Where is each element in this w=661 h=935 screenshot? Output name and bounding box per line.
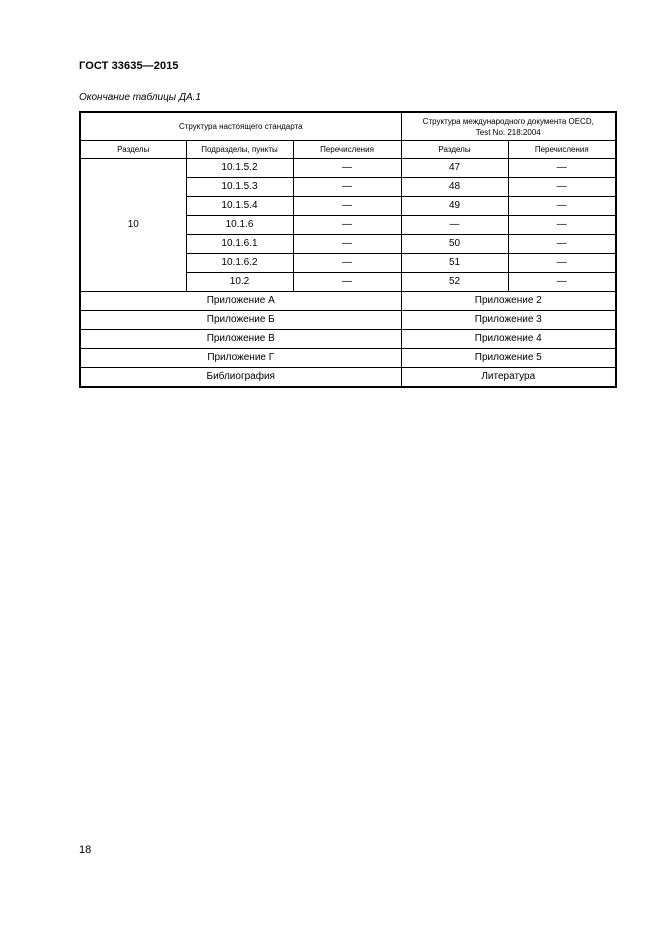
intl-section-cell: 51 [401, 254, 508, 273]
subsection-cell: 10.1.6.2 [186, 254, 293, 273]
right-group-header: Структура международного документа OECD, Test No. 218:2004 [401, 112, 616, 141]
intl-enumeration-cell: — [508, 178, 616, 197]
column-header: Разделы [401, 141, 508, 159]
appendix-right-cell: Приложение 4 [401, 330, 616, 349]
column-header: Перечисления [508, 141, 616, 159]
appendix-row [80, 349, 616, 368]
intl-section-cell: — [401, 216, 508, 235]
appendix-row [80, 292, 616, 311]
table-caption: Окончание таблицы ДА.1 [79, 92, 201, 103]
enumeration-cell: — [293, 216, 401, 235]
subsection-cell: 10.1.6.1 [186, 235, 293, 254]
appendix-left-cell: Приложение А [80, 292, 401, 311]
appendix-right-cell: Приложение 2 [401, 292, 616, 311]
intl-enumeration-cell: — [508, 254, 616, 273]
intl-enumeration-cell: — [508, 235, 616, 254]
enumeration-cell: — [293, 235, 401, 254]
document-header: ГОСТ 33635—2015 [79, 60, 179, 72]
enumeration-cell: — [293, 159, 401, 178]
appendix-left-cell: Приложение Б [80, 311, 401, 330]
intl-section-cell: 47 [401, 159, 508, 178]
column-header: Перечисления [293, 141, 401, 159]
appendix-right-cell: Приложение 5 [401, 349, 616, 368]
page-number: 18 [79, 844, 92, 856]
intl-enumeration-cell: — [508, 273, 616, 292]
appendix-right-cell: Приложение 3 [401, 311, 616, 330]
table-group-header-row [80, 112, 616, 141]
table-row [80, 159, 616, 178]
appendix-left-cell: Приложение Г [80, 349, 401, 368]
section-cell: 10 [80, 159, 186, 292]
column-header: Подразделы, пункты [186, 141, 293, 159]
intl-enumeration-cell: — [508, 216, 616, 235]
enumeration-cell: — [293, 178, 401, 197]
subsection-cell: 10.2 [186, 273, 293, 292]
appendix-row [80, 311, 616, 330]
enumeration-cell: — [293, 254, 401, 273]
intl-section-cell: 50 [401, 235, 508, 254]
enumeration-cell: — [293, 273, 401, 292]
intl-section-cell: 48 [401, 178, 508, 197]
appendix-left-cell: Приложение В [80, 330, 401, 349]
table-column-header-row [80, 141, 616, 159]
intl-section-cell: 49 [401, 197, 508, 216]
subsection-cell: 10.1.6 [186, 216, 293, 235]
intl-section-cell: 52 [401, 273, 508, 292]
subsection-cell: 10.1.5.4 [186, 197, 293, 216]
correspondence-table [79, 111, 617, 388]
subsection-cell: 10.1.5.3 [186, 178, 293, 197]
bibliography-row [80, 368, 616, 388]
bibliography-right-cell: Литература [401, 368, 616, 388]
intl-enumeration-cell: — [508, 159, 616, 178]
appendix-row [80, 330, 616, 349]
subsection-cell: 10.1.5.2 [186, 159, 293, 178]
column-header: Разделы [80, 141, 186, 159]
left-group-header: Структура настоящего стандарта [80, 112, 401, 141]
intl-enumeration-cell: — [508, 197, 616, 216]
enumeration-cell: — [293, 197, 401, 216]
bibliography-left-cell: Библиография [80, 368, 401, 388]
